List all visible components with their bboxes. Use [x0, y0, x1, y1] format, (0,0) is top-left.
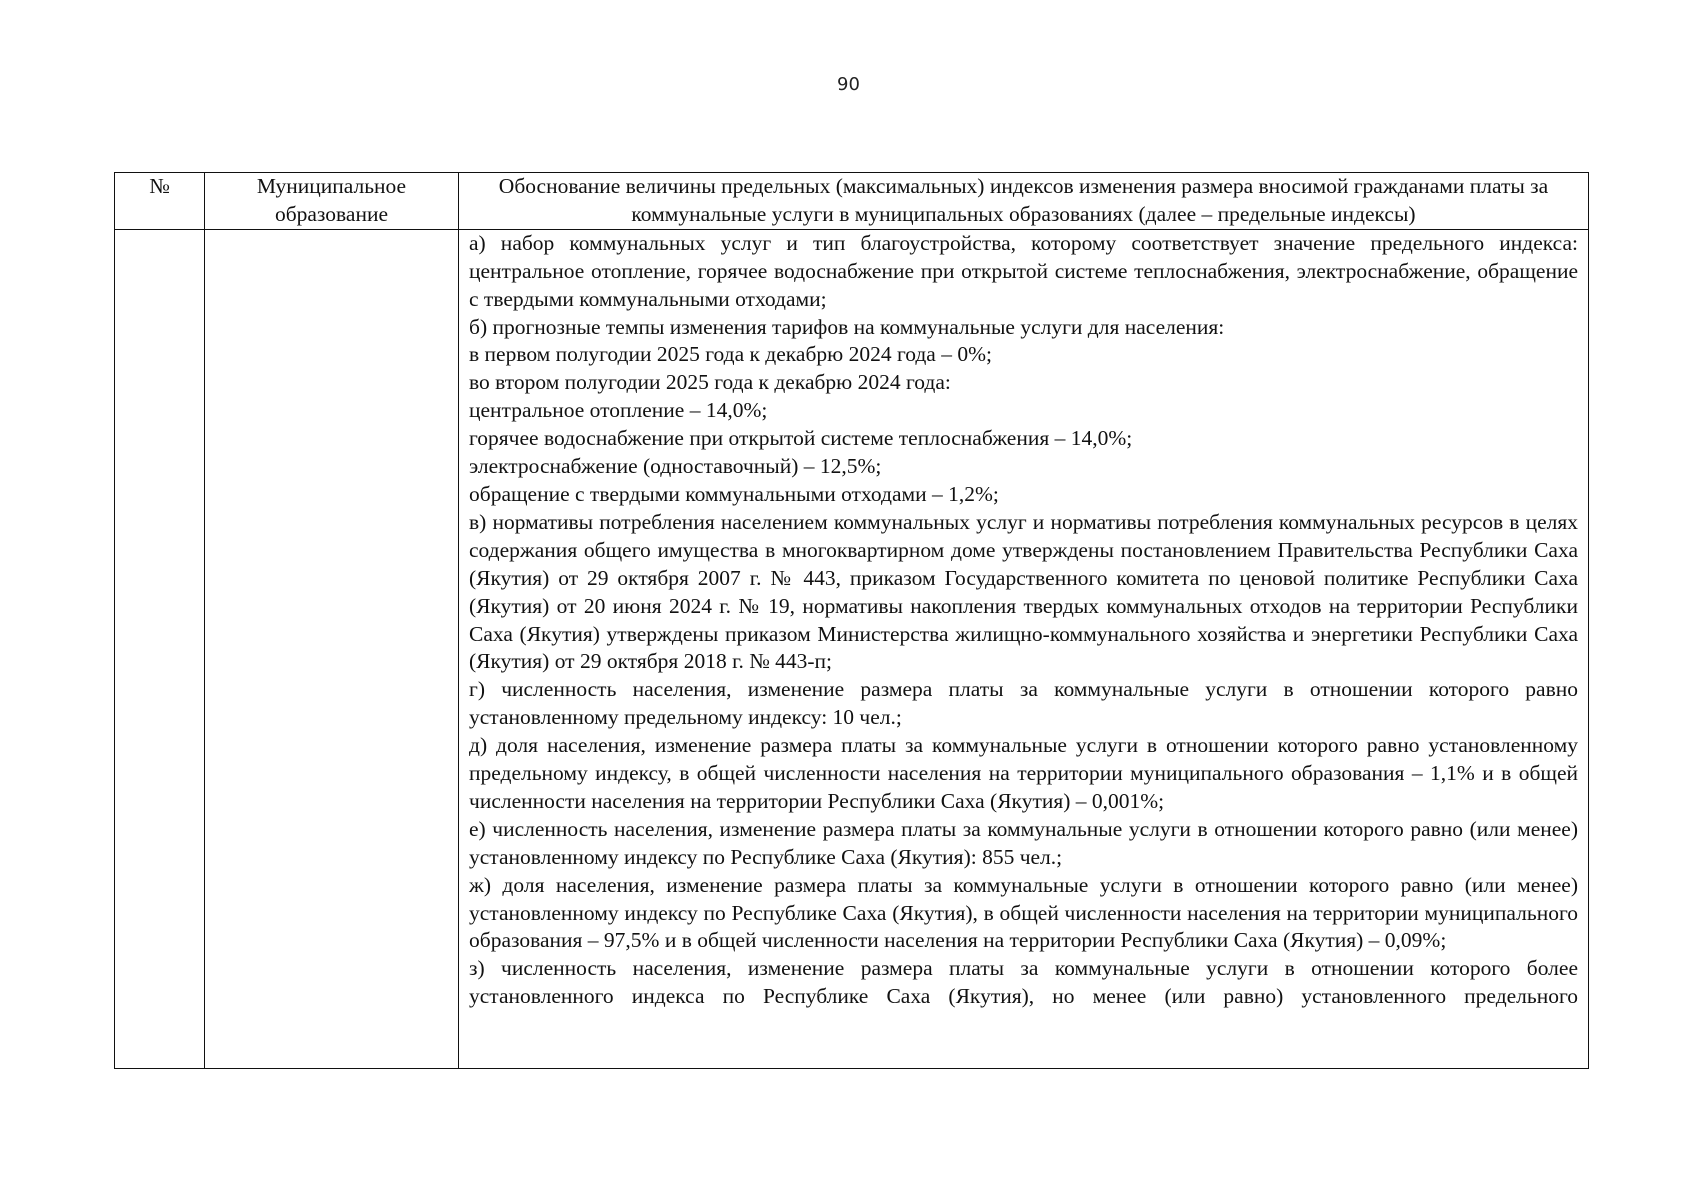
header-municipality-label: Муниципальное образование	[256, 174, 407, 226]
header-number	[115, 173, 205, 230]
paragraph-z: з) численность населения, изменение размера платы за коммунальные услуги в отношении которого более установленного индекса по Республике Саха (Якутия), но менее (или равно) установленного предельного	[469, 956, 1578, 1009]
paragraph-g: г) численность населения, изменение размера платы за коммунальные услуги в отношении которого равно установленному предельному индексу: 10 чел.;	[469, 677, 1578, 730]
header-number-label: №	[149, 174, 170, 198]
paragraph-d: д) доля населения, изменение размера платы за коммунальные услуги в отношении которого равно установленному предельному индексу, в общей численности населения на территории муниципального образования – 1,1% и в общей численности населения на территории Республики Саха (Якутия) – 0,001%;	[469, 733, 1578, 813]
table-row	[115, 229, 1589, 1068]
cell-municipality	[205, 229, 459, 1068]
paragraph-e: е) численность населения, изменение размера платы за коммунальные услуги в отношении которого равно (или менее) установленному индексу по Республике Саха (Якутия): 855 чел.;	[469, 816, 1578, 869]
justification-table	[114, 172, 1589, 1069]
paragraph-heating: центральное отопление – 14,0%;	[469, 398, 768, 423]
table-header-row	[115, 173, 1589, 230]
paragraph-second-half: во втором полугодии 2025 года к декабрю 2024 года:	[469, 370, 951, 395]
cell-number	[115, 229, 205, 1068]
header-municipality	[205, 173, 459, 230]
paragraph-first-half: в первом полугодии 2025 года к декабрю 2024 года – 0%;	[469, 342, 992, 367]
header-justification-label: Обоснование величины предельных (максимальных) индексов изменения размера вносимой гражданами платы за коммунальные услуги в муниципальных образованиях (далее – предельные индексы)	[498, 174, 1549, 226]
paragraph-electricity: электроснабжение (одноставочный) – 12,5%;	[469, 454, 882, 479]
paragraph-a: а) набор коммунальных услуг и тип благоустройства, которому соответствует значение предельного индекса: центральное отопление, горячее водоснабжение при открытой системе теплоснабжения, электроснабжение, обращение с твердыми коммунальными отходами;	[469, 230, 1578, 311]
header-justification	[459, 173, 1589, 230]
paragraph-hot-water: горячее водоснабжение при открытой системе теплоснабжения – 14,0%;	[469, 426, 1133, 451]
paragraph-waste: обращение с твердыми коммунальными отходами – 1,2%;	[469, 481, 999, 506]
paragraph-v: в) нормативы потребления населением коммунальных услуг и нормативы потребления коммунальных ресурсов в целях содержания общего имущества в многоквартирном доме утверждены постановлением Правительства Республики Саха (Якутия) от 29 октября 2007 г. № 443, приказом Государственного комитета по ценовой политике Республики Саха (Якутия) от 20 июня 2024 г. № 19, нормативы накопления твердых коммунальных отходов на территории Республики Саха (Якутия) утверждены приказом Министерства жилищно-коммунального хозяйства и энергетики Республики Саха (Якутия) от 29 октября 2018 г. № 443-п;	[469, 509, 1578, 674]
paragraph-zh: ж) доля населения, изменение размера платы за коммунальные услуги в отношении которого равно (или менее) установленному индексу по Республике Саха (Якутия), в общей численности населения на территории муниципального образования – 97,5% и в общей численности населения на территории Республики Саха (Якутия) – 0,09%;	[469, 872, 1578, 953]
page-number: 90	[837, 74, 860, 95]
cell-justification	[459, 229, 1589, 1068]
paragraph-b: б) прогнозные темпы изменения тарифов на коммунальные услуги для населения:	[469, 314, 1225, 339]
